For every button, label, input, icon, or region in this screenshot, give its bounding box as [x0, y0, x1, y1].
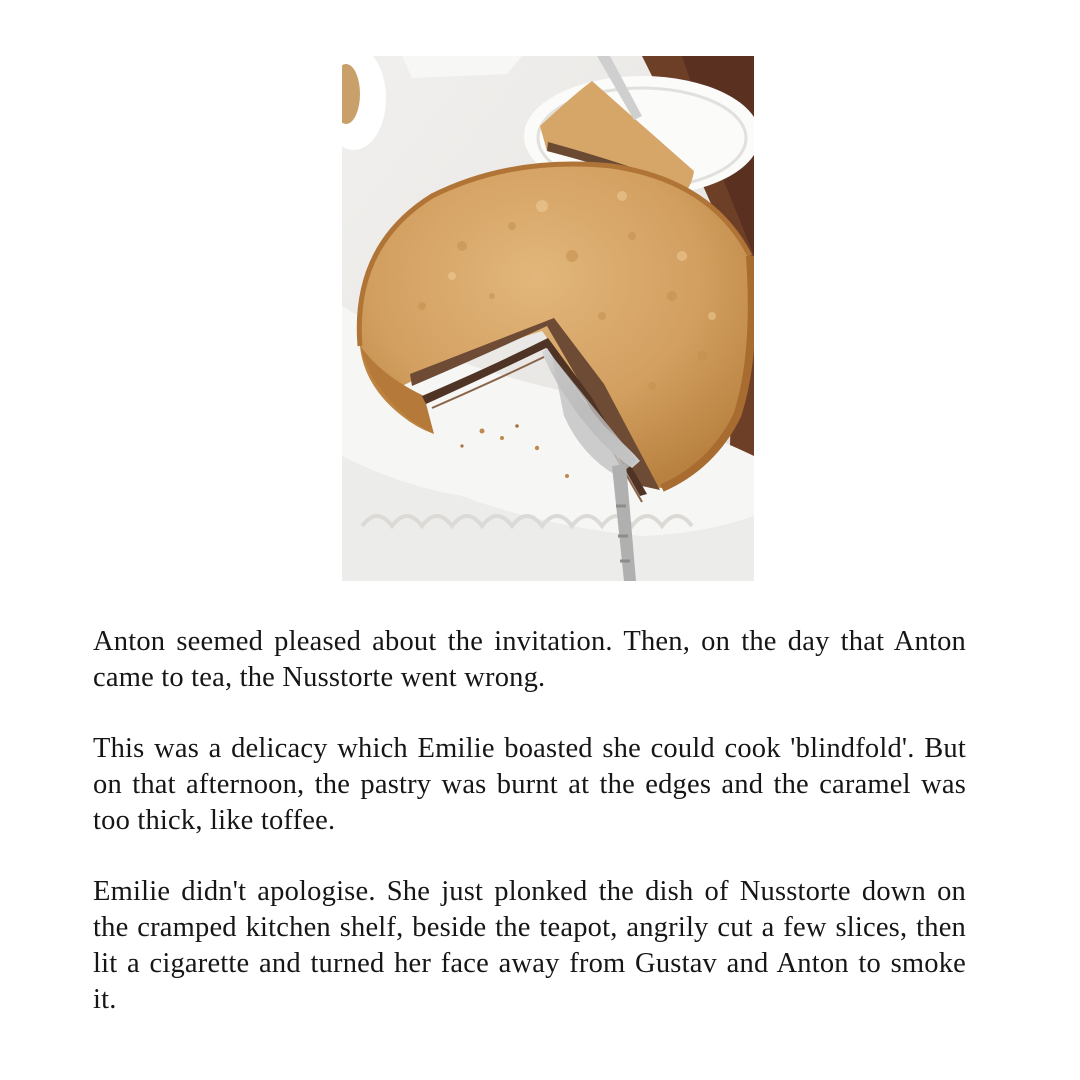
paragraph-2: This was a delicacy which Emilie boasted she could cook 'blindfold'. But on that afternoon, the pastry was burnt at the edges and the caramel was too thick, like toffee.: [93, 733, 966, 836]
paragraph-1: Anton seemed pleased about the invitation. Then, on the day that Anton came to tea, the Nusstorte went wrong.: [93, 626, 966, 693]
paragraph-3: Emilie didn't apologise. She just plonked the dish of Nusstorte down on the cramped kitchen shelf, beside the teapot, angrily cut a few slices, then lit a cigarette and turned her face away from Gustav and Anton to smoke it.: [93, 876, 966, 1015]
nusstorte-photo: [342, 56, 754, 581]
story-text: [93, 624, 966, 1018]
